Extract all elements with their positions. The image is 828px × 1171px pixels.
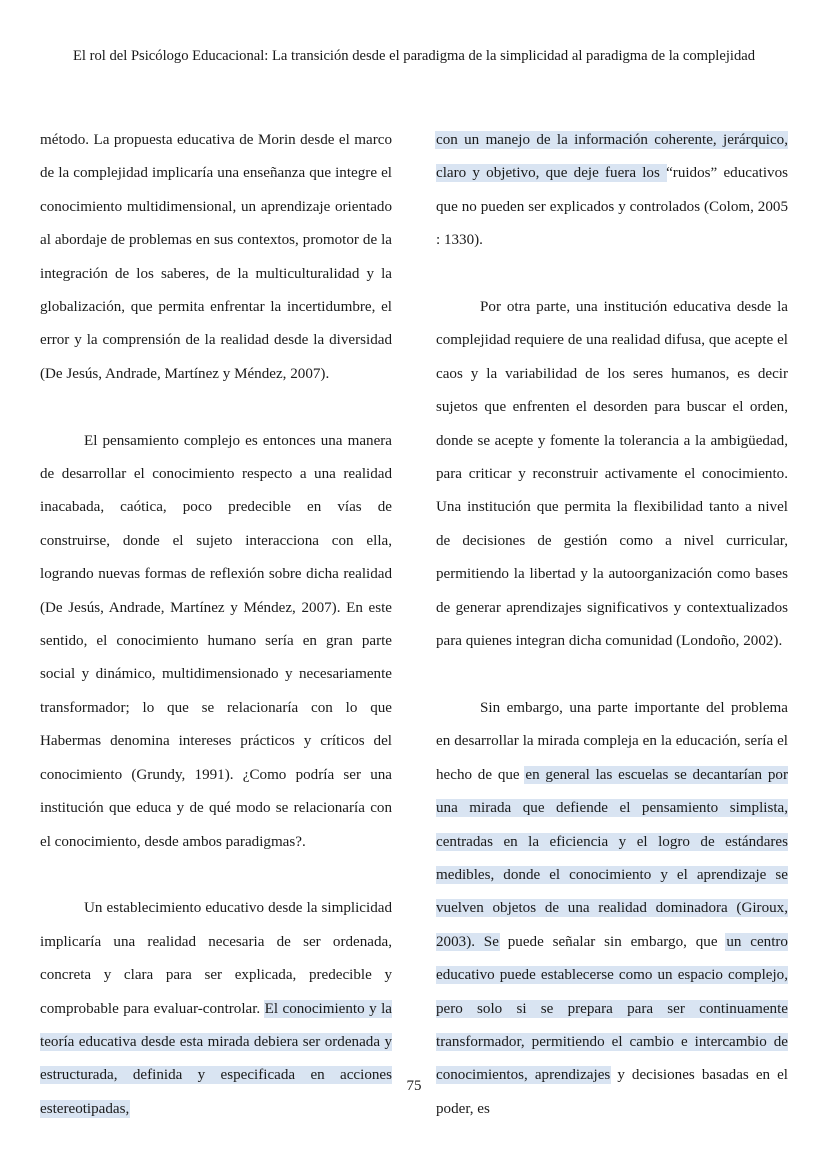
paragraph-right-2: Por otra parte, una institución educativa desde la complejidad requiere de una realidad difusa, que acepte el caos y la variabilidad de los seres humanos, es decir sujetos que enfrenten el desorden para buscar el orden, donde se acepte y fomente la tolerancia a la ambigüedad, para criticar y reconstruir activamente el conocimiento. Una institución que permita la flexibilidad tanto a nivel de decisiones de gestión como a nivel curricular, permitiendo la libertad y la autoorganización como bases de generar aprendizajes significativos y contextualizados para quienes integran dicha comunidad (Londoño, 2002). [436, 299, 788, 650]
paragraph-right-3-highlight-mid: en general las escuelas se decantarían por una mirada que defiende el pensamiento simplista, centradas en la eficiencia y el logro de estándares medibles, donde el conocimiento y el aprendizaje se vuelven objetos de una realidad dominadora (Giroux, 2003). Se [436, 766, 788, 950]
paragraph-left-3-highlight: El conocimiento y la teoría educativa desde esta mirada debiera ser ordenada y estructurada, definida y especificada en acciones estereotipadas, [40, 1000, 392, 1117]
page-number: 75 [406, 1078, 422, 1094]
right-column [436, 124, 789, 1117]
paragraph-left-1: método. La propuesta educativa de Morin desde el marco de la complejidad implicaría una enseñanza que integre el conocimiento multidimensional, un aprendizaje orientado al abordaje de problemas en sus contextos, promotor de la integración de los saberes, de la multiculturalidad y la globalización, que permita enfrentar la incertidumbre, el error y la comprensión de la realidad desde la diversidad (De Jesús, Andrade, Martínez y Méndez, 2007). [40, 132, 392, 382]
paragraph-right-3-plain-mid: puede señalar sin embargo, que [498, 933, 727, 950]
paragraph-right-3-highlight-tail: un centro educativo puede establecerse como un espacio complejo, pero solo si se prepara para ser continuamente transformador, permitiendo el cambio e intercambio de conocimientos, aprendizajes [436, 933, 788, 1084]
paragraph-right-3-plain-end: y decisiones basadas en el poder, es [436, 1067, 789, 1117]
paragraph-right-3-plain-lead: Sin embargo, una parte importante del problema en desarrollar la mirada compleja en la educación, sería el hecho de que [436, 699, 788, 783]
paragraph-left-2: El pensamiento complejo es entonces una manera de desarrollar el conocimiento respecto a una realidad inacabada, caótica, poco predecible en vías de construirse, donde el sujeto interacciona con ella, logrando nuevas formas de reflexión sobre dicha realidad (De Jesús, Andrade, Martínez y Méndez, 2007). En este sentido, el conocimiento humano sería en gran parte social y dinámico, multidimensionado y necesariamente transformador; lo que se relacionaría con lo que Habermas denomina intereses prácticos y críticos del conocimiento (Grundy, 1991). ¿Como podría ser una institución que educa y de qué modo se relacionaría con el conocimiento, desde ambos paradigmas?. [40, 432, 392, 850]
left-column [40, 124, 392, 1117]
paragraph-right-1 [436, 124, 788, 258]
paragraph-right-3 [436, 692, 788, 1126]
paragraph-right-1-highlight: con un manejo de la información coherente, jerárquico, claro y objetivo, que deje fuera los [436, 132, 788, 182]
paragraph-left-3-plain: Un establecimiento educativo desde la simplicidad implicaría una realidad necesaria de ser ordenada, concreta y clara para ser explicada, predecible y comprobable para evaluar-controlar. [40, 900, 392, 1017]
paragraph-right-1-plain: “ruidos” educativos que no pueden ser explicados y controlados (Colom, 2005 : 1330). [436, 165, 788, 249]
running-head: El rol del Psicólogo Educacional: La transición desde el paradigma de la simplicidad al paradigma de la complejidad [72, 48, 756, 64]
